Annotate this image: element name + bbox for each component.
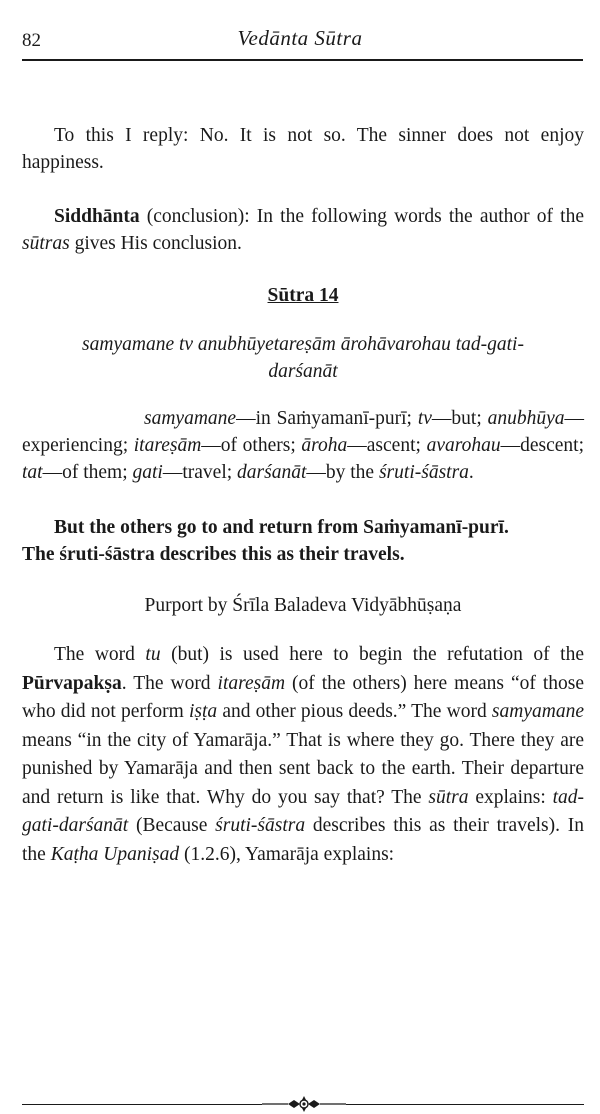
purport-text-run: (of the others) here means “of those who did not perform	[22, 672, 584, 722]
synonym-term: āroha	[301, 435, 348, 456]
purport-text-run: . The word	[121, 672, 218, 694]
synonym-term: avarohau	[426, 435, 501, 456]
purport-text-run: tu	[145, 644, 161, 665]
synonym-term: itareṣām	[133, 435, 202, 456]
page-header	[0, 0, 600, 62]
synonym-term: śruti-śāstra	[378, 462, 469, 483]
synonym-term: samyamane	[144, 408, 237, 429]
verse-line-1: samyamane tv anubhūyetareṣām ārohāvarohau tad-gati-	[82, 334, 524, 355]
footer-ornament	[0, 1092, 600, 1106]
purport-text-run: iṣṭa	[188, 701, 218, 722]
sutra-heading: Sūtra 14	[267, 285, 339, 306]
synonym-term: tv	[417, 408, 432, 429]
translation-line-1: But the others go to and return from Saṁyamanī-purī.	[54, 517, 509, 538]
page-body	[22, 122, 584, 869]
purport-text-run: means “in the city of Yamarāja.” That is where they go. There they are punished by Yamarāja and then sent back to the earth. Their departure and return is like that. Why do you say that? The	[22, 729, 584, 808]
siddhanta-tail: gives His conclusion.	[69, 233, 242, 254]
synonym-term: gati	[132, 462, 163, 483]
sutra-translation	[22, 514, 584, 568]
sutra-verse	[22, 331, 584, 385]
synonym-meaning: —descent;	[500, 435, 584, 456]
siddhanta-text: (conclusion): In the following words the author of the	[139, 206, 584, 227]
synonym-meaning: .	[468, 462, 474, 483]
purport-text-run: itareṣām	[217, 672, 286, 694]
translation-line-2: The śruti-śāstra describes this as their travels.	[22, 544, 405, 565]
purport-text-run: śruti-śāstra	[215, 815, 306, 836]
synonym-meaning: —travel;	[162, 462, 238, 483]
purport-text-run: tad-gati-darśanāt	[22, 786, 585, 836]
synonym-meaning: —but;	[431, 408, 488, 429]
synonym-meaning: —of others;	[201, 435, 302, 456]
synonym-term: anubhūya	[487, 408, 565, 429]
purport-text-run: describes this as their travels). In the	[22, 815, 584, 865]
purport-text-run: (1.2.6), Yamarāja explains:	[179, 843, 395, 865]
synonym-term: darśanāt	[237, 462, 307, 483]
word-for-word-synonyms	[22, 405, 584, 486]
footer-rule-right	[346, 1104, 584, 1105]
synonym-meaning: —by the	[306, 462, 379, 483]
purport-text-run: samyamane	[491, 701, 584, 722]
synonym-term: tat	[22, 462, 43, 483]
purport-text-run: The word	[54, 644, 146, 665]
purport-text-run: (but) is used here to begin the refutation of the	[160, 644, 584, 665]
purport-text-run: Pūrvapakṣa	[22, 672, 122, 694]
running-title: Vedānta Sūtra	[237, 26, 363, 50]
ornament-icon	[262, 1094, 346, 1114]
siddhanta-label: Siddhānta	[54, 206, 140, 227]
purport-text-run: Kaṭha Upaniṣad	[50, 843, 180, 865]
purport-text-run: sūtra	[428, 786, 469, 808]
synonym-meaning: —of them;	[42, 462, 133, 483]
page-number: 82	[22, 30, 41, 51]
header-rule	[22, 59, 583, 61]
footer-rule-left	[22, 1104, 262, 1105]
synonym-meaning: —in Saṁyamanī-purī;	[236, 408, 418, 429]
purport-text-run: and other pious deeds.” The word	[217, 701, 492, 722]
siddhanta-italic: sūtras	[22, 233, 70, 254]
synonym-meaning: —ascent;	[347, 435, 427, 456]
reply-paragraph: To this I reply: No. It is not so. The sinner does not enjoy happiness.	[22, 125, 584, 173]
purport-paragraph	[22, 641, 584, 869]
synonym-meaning: —experiencing;	[22, 408, 584, 456]
purport-heading: Purport by Śrīla Baladeva Vidyābhūṣaṇa	[144, 595, 462, 616]
purport-text-run: (Because	[128, 815, 216, 836]
siddhanta-paragraph	[22, 203, 584, 257]
purport-text-run: explains:	[468, 786, 553, 808]
verse-line-2: darśanāt	[268, 361, 338, 382]
